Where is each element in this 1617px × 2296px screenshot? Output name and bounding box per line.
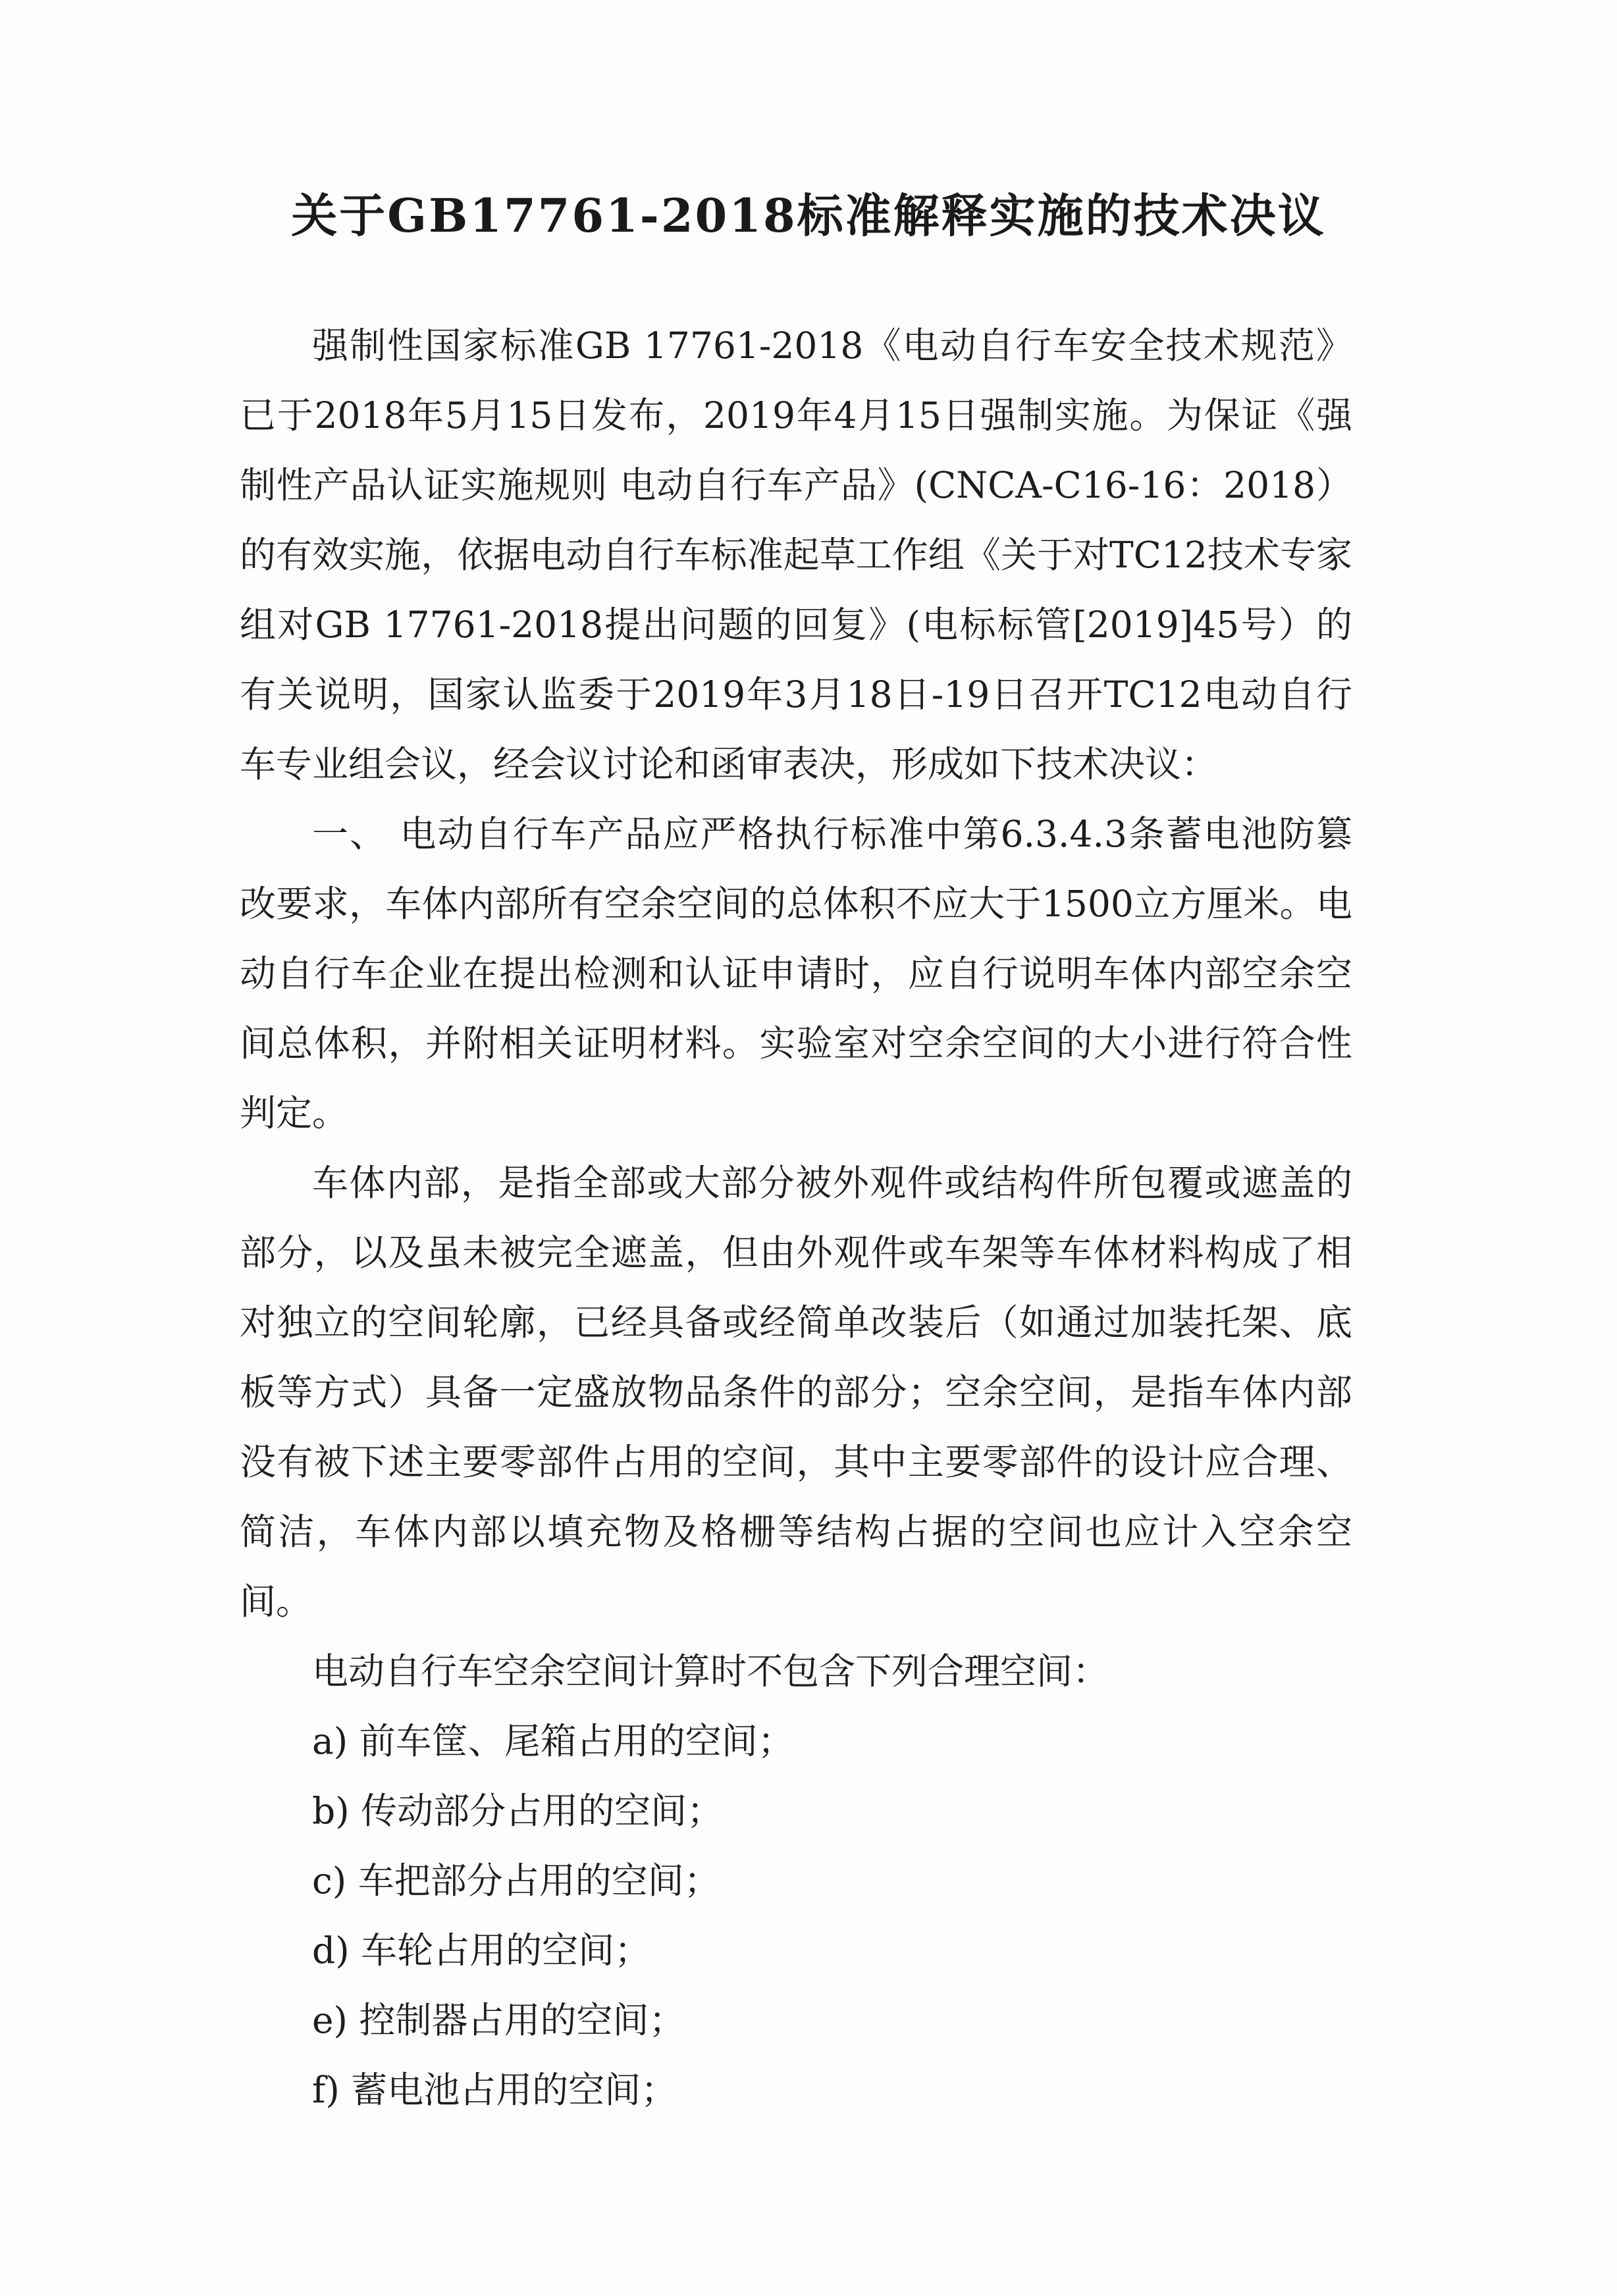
list-item: c) 车把部分占用的空间； (312, 1860, 720, 1902)
paragraph-definition: 车体内部，是指全部或大部分被外观件或结构件所包覆或遮盖的部分，以及虽未被完全遮盖，但由外观件或车架等车体材料构成了相对独立的空间轮廓，已经具备或经简单改装后（如通过加装托架、底板等方式）具备一定盛放物品条件的部分；空余空间，是指车体内部没有被下述主要零部件占用的空间，其中主要零部件的设计应合理、简洁，车体内部以填充物及格栅等结构占据的空间也应计入空余空间。 (240, 1162, 1352, 1623)
document-body (240, 311, 1352, 2125)
paragraph-intro: 强制性国家标准GB 17761-2018《电动自行车安全技术规范》已于2018年5月15日发布，2019年4月15日强制实施。为保证《强制性产品认证实施规则 电动自行车产品》(CNCA-C16-16：2018）的有效实施，依据电动自行车标准起草工作组《关于对TC12技术专家组对GB 17761-2018提出问题的回复》(电标标管[2019]45号）的有关说明，国家认监委于2019年3月18日-19日召开TC12电动自行车专业组会议，经会议讨论和函审表决，形成如下技术决议： (240, 325, 1352, 785)
document-title: 关于GB17761-2018标准解释实施的技术决议 (291, 188, 1326, 243)
paragraph-resolution-1: 一、 电动自行车产品应严格执行标准中第6.3.4.3条蓄电池防篡改要求，车体内部所有空余空间的总体积不应大于1500立方厘米。电动自行车企业在提出检测和认证申请时，应自行说明车体内部空余空间总体积，并附相关证明材料。实验室对空余空间的大小进行符合性判定。 (240, 813, 1352, 1134)
list-item: e) 控制器占用的空间； (312, 1999, 685, 2041)
list-item: a) 前车筐、尾箱占用的空间； (312, 1720, 794, 1762)
list-item: d) 车轮占用的空间； (312, 1929, 651, 1971)
list-item: f) 蓄电池占用的空间； (312, 2069, 677, 2111)
paragraph-list-intro: 电动自行车空余空间计算时不包含下列合理空间： (312, 1650, 1109, 1692)
list-item: b) 传动部分占用的空间； (312, 1790, 724, 1832)
